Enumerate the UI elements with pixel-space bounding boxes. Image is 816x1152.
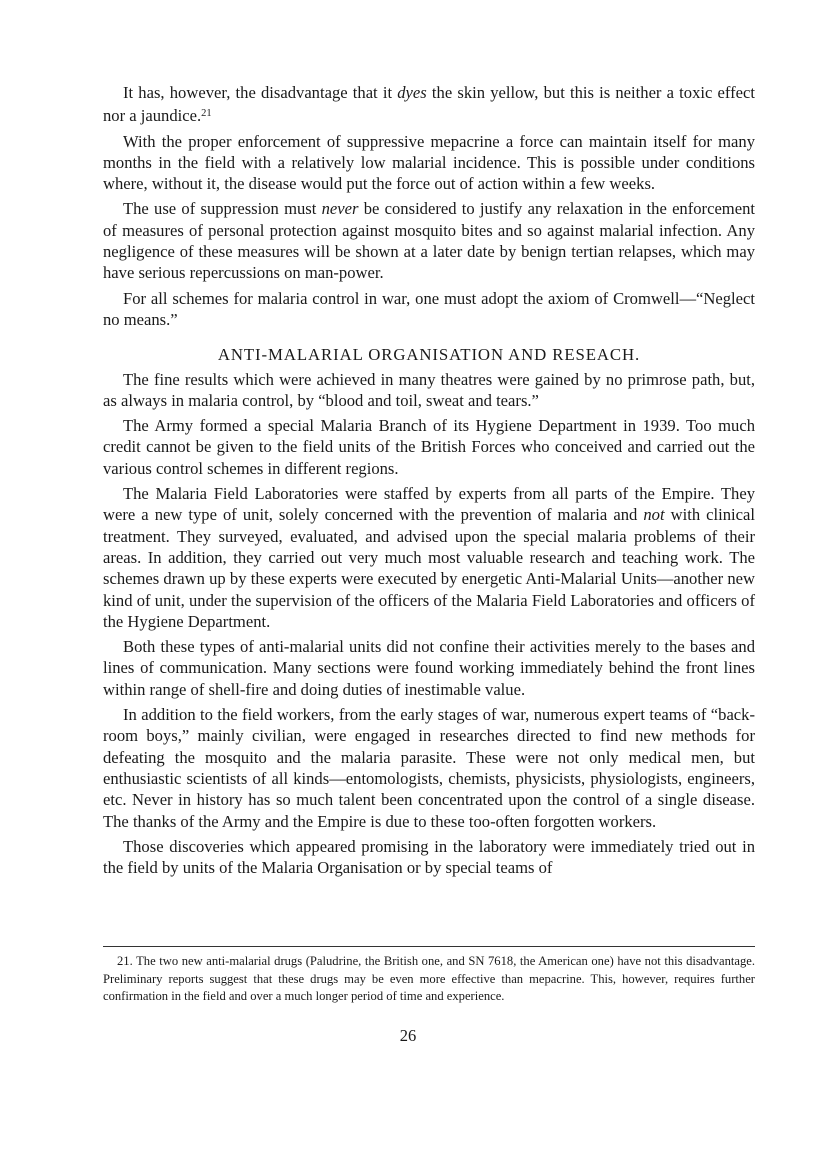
footnote-reference[interactable]: 21 bbox=[201, 108, 212, 120]
paragraph: With the proper enforcement of suppressive mepacrine a force can maintain itself for many months in the field with a relatively low malarial incidence. This is possible under conditions where, without it, the disease would put the force out of action within a few weeks. bbox=[103, 131, 755, 194]
body-text bbox=[103, 82, 755, 882]
footnote-divider bbox=[103, 946, 755, 947]
paragraph: Those discoveries which appeared promising in the laboratory were immediately tried out in the field by units of the Malaria Organisation or by special teams of bbox=[103, 836, 755, 878]
paragraph: For all schemes for malaria control in war, one must adopt the axiom of Cromwell—“Neglect no means.” bbox=[103, 288, 755, 329]
paragraph: The Army formed a special Malaria Branch of its Hygiene Department in 1939. Too much credit cannot be given to the field units of the British Forces who conceived and carried out the various control schemes in different regions. bbox=[103, 416, 755, 478]
paragraph: Both these types of anti-malarial units did not confine their activities merely to the bases and lines of communication. Many sections were found working immediately behind the front lines within range of shell-fire and doing duties of inestimable value. bbox=[103, 637, 755, 699]
paragraph: The fine results which were achieved in many theatres were gained by no primrose path, but, as always in malaria control, by “blood and toil, sweat and tears.” bbox=[103, 369, 755, 410]
paragraph: The Malaria Field Laboratories were staffed by experts from all parts of the Empire. They were a new type of unit, solely concerned with the prevention of malaria and not with clinical treatment. They surveyed, evaluated, and advised upon the special malaria problems of their areas. In addition, they carried out very much most valuable research and teaching work. The schemes drawn up by these experts were executed by energetic Anti-Malarial Units—another new kind of unit, under the supervision of the officers of the Malaria Field Laboratories and officers of the Hygiene Department. bbox=[103, 484, 755, 631]
section-heading: ANTI-MALARIAL ORGANISATION AND RESEACH. bbox=[217, 345, 641, 365]
paragraph: It has, however, the disadvantage that it dyes the skin yellow, but this is neither a toxic effect nor a jaundice.$^{21}$ bbox=[103, 83, 755, 126]
page-number: 26 bbox=[399, 1026, 417, 1045]
paragraph: The use of suppression must never be considered to justify any relaxation in the enforcement of measures of personal protection against mosquito bites and so against malarial infection. Any negligence of these measures will be shown at a later date by benign tertian relapses, which may have serious repercussions on man-power. bbox=[103, 199, 755, 283]
paragraph: In addition to the field workers, from the early stages of war, numerous expert teams of “back-room boys,” mainly civilian, were engaged in researches directed to find new methods for defeating the mosquito and the malaria parasite. These were not only medical men, but enthusiastic scientists of all kinds—entomologists, chemists, physicists, physiologists, engineers, etc. Never in history has so much talent been concentrated upon the control of a single disease. The thanks of the Army and the Empire is due to these too-often forgotten workers. bbox=[103, 705, 755, 831]
footnote: 21. The two new anti-malarial drugs (Paludrine, the British one, and SN 7618, the American one) have not this disadvantage. Preliminary reports suggest that these drugs may be even more effective than mepacrine. This, however, requires further confirmation in the field and over a much longer period of time and experience. bbox=[103, 954, 755, 1003]
